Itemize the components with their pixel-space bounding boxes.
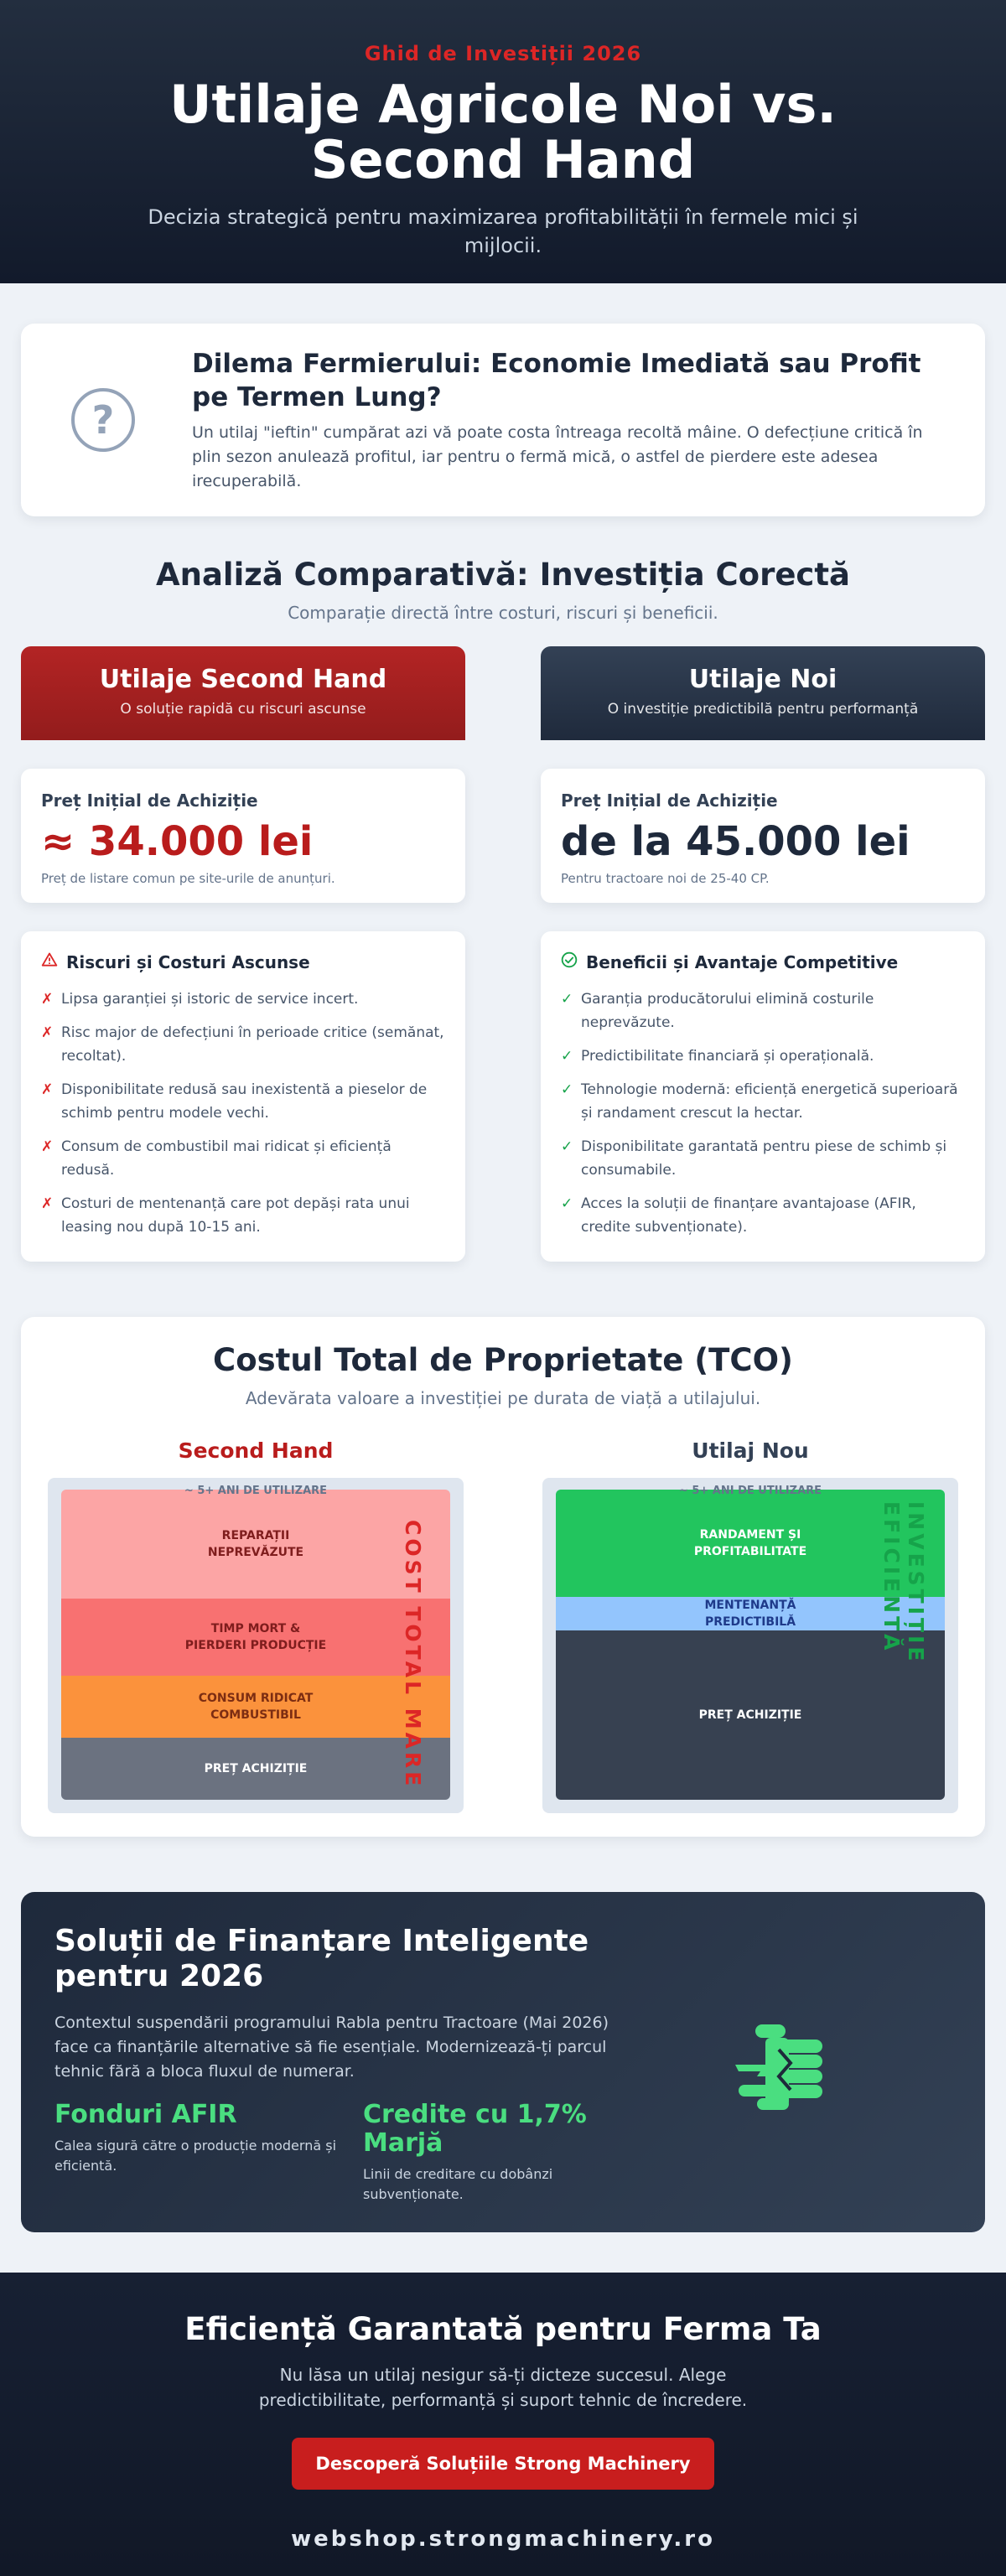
list-item-text: Risc major de defecțiuni în perioade critice (semănat, recoltat). — [61, 1024, 444, 1065]
cta-button[interactable]: Descoperă Soluțiile Strong Machinery — [292, 2438, 714, 2490]
footer — [0, 2273, 1006, 2576]
benefits-title-text: Beneficii și Avantaje Competitive — [586, 951, 899, 972]
list-item-text: Acces la soluții de finanțare avantajoase (AFIR, credite subvenționate). — [581, 1195, 916, 1236]
x-mark-icon: ✗ — [41, 991, 54, 1008]
list-item-text: Disponibilitate garantată pentru piese de schimb și consumabile. — [581, 1138, 947, 1179]
footer-text: Nu lăsa un utilaj nesigur să-ți dicteze succesul. Alege predictibilitate, performanță și suport tehnic de încredere. — [258, 2365, 748, 2410]
dilemma-card — [21, 324, 985, 516]
tco-segment: RANDAMENT ȘI PROFITABILITATE — [556, 1490, 945, 1597]
list-item — [41, 1192, 445, 1239]
warning-triangle-icon — [41, 951, 58, 972]
financing-text: Contextul suspendării programului Rabla pentru Tractoare (Mai 2026) face ca finanțările alternative să fie esențiale. Modernizează-ți parcul tehnic fără a bloca fluxul de numerar. — [54, 2014, 609, 2081]
list-item — [561, 1078, 965, 1125]
tco-second-hand-stack-box — [48, 1478, 464, 1813]
hand-holding-money-icon — [727, 2016, 844, 2125]
financing-option-text: Linii de creditare cu dobânzi subvenționate. — [363, 2166, 553, 2202]
years-label: ~ 5+ ANI DE UTILIZARE — [184, 1485, 328, 1497]
list-item — [41, 1078, 445, 1125]
list-item — [561, 1044, 965, 1068]
financing-option — [54, 2101, 363, 2205]
new-title: Utilaje Noi — [688, 665, 837, 694]
list-item — [561, 987, 965, 1034]
second-hand-price: ≈ 34.000 lei — [41, 818, 314, 865]
list-item — [561, 1135, 965, 1182]
financing-card — [21, 1892, 985, 2232]
dilemma-title: Dilema Fermierului: Economie Imediată sau Profit pe Termen Lung? — [192, 348, 921, 412]
new-price-card — [541, 769, 985, 903]
website-link[interactable]: webshop.strongmachinery.ro — [291, 2527, 715, 2552]
hero-subtitle: Decizia strategică pentru maximizarea profitabilității în fermele mici și mijlocii. — [148, 205, 858, 257]
footer-title: Eficiență Garantată pentru Ferma Ta — [184, 2311, 822, 2347]
price-note: Preț de listare comun pe site-urile de anunțuri. — [41, 871, 335, 886]
x-mark-icon: ✗ — [41, 1081, 54, 1098]
benefits-title — [561, 951, 965, 972]
risks-list — [41, 987, 445, 1239]
benefits-list — [561, 987, 965, 1239]
check-circle-icon — [561, 951, 578, 972]
page-title: Utilaje Agricole Noi vs. Second Hand — [169, 74, 837, 190]
x-mark-icon: ✗ — [41, 1195, 54, 1212]
tco-title: Costul Total de Proprietate (TCO) — [213, 1342, 793, 1378]
list-item-text: Consum de combustibil mai ridicat și eficiență redusă. — [61, 1138, 392, 1179]
tco-segment: REPARAȚII NEPREVĂZUTE — [61, 1490, 450, 1599]
tco-segment: PREȚ ACHIZIȚIE — [556, 1630, 945, 1800]
second-hand-subtitle: O soluție rapidă cu riscuri ascunse — [120, 701, 366, 718]
list-item — [561, 1192, 965, 1239]
second-hand-header — [21, 646, 465, 740]
vertical-label: INVESTIȚIE EFICIENTĂ — [879, 1501, 928, 1665]
new-header — [541, 646, 985, 740]
tco-second-hand — [48, 1438, 464, 1813]
question-circle-icon: ? — [71, 388, 135, 452]
list-item-text: Lipsa garanției și istoric de service incert. — [61, 991, 359, 1008]
dilemma-text: Un utilaj "ieftin" cumpărat azi vă poate costa întreaga recoltă mâine. O defecțiune critică în plin sezon anulează profitul, iar pentru o fermă mică, o astfel de pierdere este adesea irecuperabilă. — [192, 422, 923, 490]
financing-option — [363, 2101, 672, 2205]
tco-card — [21, 1317, 985, 1837]
vertical-label: COST TOTAL MARE — [401, 1520, 425, 1790]
tco-second-hand-stack — [61, 1490, 450, 1800]
list-item — [41, 1021, 445, 1068]
list-item-text: Garanția producătorului elimină costurile neprevăzute. — [581, 991, 874, 1031]
risks-title-text: Riscuri și Costuri Ascunse — [66, 951, 310, 972]
tco-segment: PREȚ ACHIZIȚIE — [61, 1738, 450, 1800]
checkmark-icon: ✓ — [561, 1138, 573, 1155]
tco-new-name: Utilaj Nou — [692, 1438, 809, 1463]
list-item — [41, 987, 445, 1011]
checkmark-icon: ✓ — [561, 1048, 573, 1065]
new-subtitle: O investiție predictibilă pentru performanță — [607, 701, 919, 718]
price-label: Preț Inițial de Achiziție — [41, 790, 258, 811]
tco-segment: MENTENANȚĂ PREDICTIBILĂ — [556, 1597, 945, 1630]
checkmark-icon: ✓ — [561, 1081, 573, 1098]
price-note: Pentru tractoare noi de 25-40 CP. — [561, 871, 770, 886]
comparison-title: Analiză Comparativă: Investiția Corectă — [155, 557, 851, 593]
second-hand-column — [21, 646, 465, 1262]
tco-second-hand-name: Second Hand — [178, 1438, 334, 1463]
tco-segment: TIMP MORT & PIERDERI PRODUCȚIE — [61, 1599, 450, 1677]
new-column — [541, 646, 985, 1262]
checkmark-icon: ✓ — [561, 991, 573, 1008]
checkmark-icon: ✓ — [561, 1195, 573, 1212]
tco-subtitle: Adevărata valoare a investiției pe durata de viață a utilajului. — [245, 1388, 761, 1408]
benefits-card — [541, 931, 985, 1262]
risks-title — [41, 951, 445, 972]
tco-new — [542, 1438, 958, 1813]
hero-kicker: Ghid de Investiții 2026 — [364, 42, 642, 65]
list-item-text: Disponibilitate redusă sau inexistentă a pieselor de schimb pentru modele vechi. — [61, 1081, 428, 1122]
risks-card — [21, 931, 465, 1262]
new-price: de la 45.000 lei — [561, 818, 910, 865]
financing-option-text: Calea sigură către o producție modernă și eficientă. — [54, 2138, 337, 2174]
x-mark-icon: ✗ — [41, 1024, 54, 1041]
list-item-text: Tehnologie modernă: eficiență energetică superioară și randament crescut la hectar. — [581, 1081, 958, 1122]
x-mark-icon: ✗ — [41, 1138, 54, 1155]
hero-header — [0, 0, 1006, 283]
financing-title: Soluții de Finanțare Inteligente pentru 2026 — [54, 1924, 589, 1993]
tco-new-stack-box — [542, 1478, 958, 1813]
list-item — [41, 1135, 445, 1182]
list-item-text: Costuri de mentenanță care pot depăși rata unui leasing nou după 10-15 ani. — [61, 1195, 410, 1236]
price-label: Preț Inițial de Achiziție — [561, 790, 778, 811]
second-hand-price-card — [21, 769, 465, 903]
financing-option-title: Fonduri AFIR — [54, 2100, 237, 2129]
comparison-subtitle: Comparație directă între costuri, riscuri și beneficii. — [288, 603, 718, 623]
tco-segment: CONSUM RIDICAT COMBUSTIBIL — [61, 1676, 450, 1738]
list-item-text: Predictibilitate financiară și operațională. — [581, 1048, 874, 1065]
years-label: ~ 5+ ANI DE UTILIZARE — [678, 1485, 822, 1497]
financing-option-title: Credite cu 1,7% Marjă — [363, 2100, 587, 2158]
second-hand-title: Utilaje Second Hand — [99, 665, 387, 694]
